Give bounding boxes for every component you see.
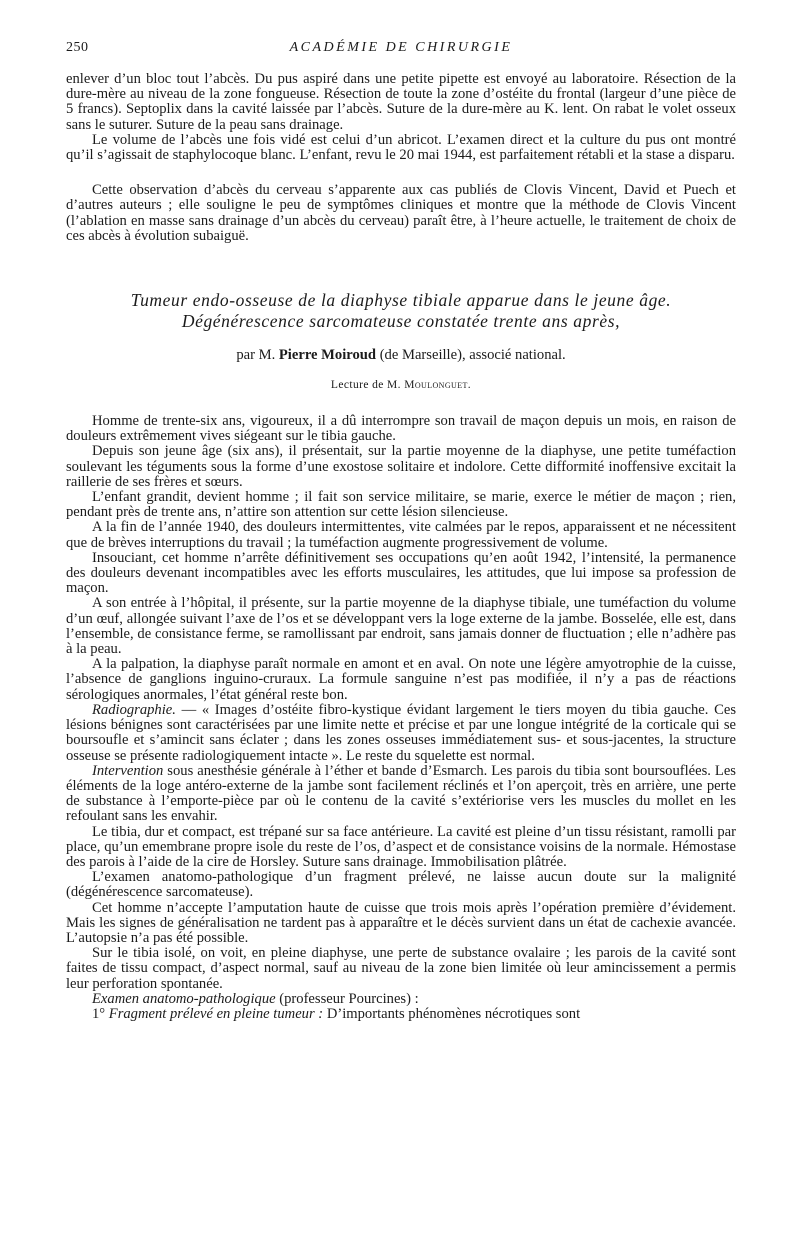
radiography-label: Radiographie. xyxy=(92,701,176,718)
reading-prefix: Lecture de M. xyxy=(330,379,401,392)
pathology-text: (professeur Pourcines) : xyxy=(275,990,419,1007)
conclusion-paragraph: Cette observation d’abcès du cerveau s’apparente aux cas publiés de Clovis Vincent, David et Puech et d’autres auteurs ; elle souligne le peu de symptômes cliniques et montre que la méthode de Clovis Vincent (l’ablation en masse sans drainage d’un abcès du cerveau) paraît être, à l’heure actuelle, le traitement de choix de ces abcès à évolution subaiguë. xyxy=(66,182,736,244)
article-title xyxy=(66,290,736,332)
page xyxy=(66,40,736,1022)
paragraph: Le tibia, dur et compact, est trépané sur sa face antérieure. La cavité est pleine d’un tissu résistant, ramolli par place, qu’un emembrane propre isole du reste de l’os, d’aspect et de consistance voisins de la normale. Hémostase des parois à l’aide de la cire de Horsley. Suture sans drainage. Immobilisation plâtrée. xyxy=(66,823,736,870)
paragraph: Homme de trente-six ans, vigoureux, il a dû interrompre son travail de maçon depuis un mois, en raison de douleurs extrêmement vives siégeant sur le tibia gauche. xyxy=(66,413,736,445)
journal-title: ACADÉMIE DE CHIRURGIE xyxy=(289,40,513,55)
fragment-number: 1° xyxy=(92,1005,106,1022)
intervention-paragraph xyxy=(66,764,736,825)
reader-name: Moulonguet. xyxy=(404,379,472,392)
spacer xyxy=(66,392,736,414)
byline-prefix: par M. xyxy=(236,347,276,364)
author-name: Pierre Moiroud xyxy=(278,347,377,364)
intervention-label: Intervention xyxy=(92,762,164,779)
radiography-paragraph xyxy=(66,703,736,764)
paragraph: Le volume de l’abcès une fois vidé est celui d’un abricot. L’examen direct et la culture du pus ont montré qu’il s’agissait de staphylocoque blanc. L’enfant, revu le 20 mai 1944, est parfaitement rétabli et la stase a disparu. xyxy=(66,131,736,164)
paragraph: A son entrée à l’hôpital, il présente, sur la partie moyenne de la diaphyse tibiale, une tuméfaction du volume d’un œuf, allongée suivant l’axe de l’os et se développant vers la loge externe de la jambe. Bosselée, elle est, dans l’ensemble, de consistance ferme, se ramollissant par endroit, sans jamais donner de fluctuation ; elle n’adhère pas à la peau. xyxy=(66,595,736,658)
paragraph: A la palpation, la diaphyse paraît normale en amont et en aval. On note une légère amyotrophie de la cuisse, l’absence de ganglions inguino-cruraux. La formule sanguine n’est pas modifiée, il n’y a pas de réactions sérologiques anormales, l’état général reste bon. xyxy=(66,656,736,703)
paragraph-gap xyxy=(66,163,736,183)
paragraph: A la fin de l’année 1940, des douleurs intermittentes, vite calmées par le repos, apparaissent et ne nécessitent que de brèves interruptions du travail ; la tuméfaction augmente progressivement de volume. xyxy=(66,519,736,551)
running-header xyxy=(66,40,736,60)
reading-note xyxy=(66,378,736,392)
paragraph-continued: enlever d’un bloc tout l’abcès. Du pus aspiré dans une petite pipette est envoyé au laboratoire. Résection de la dure-mère au niveau de la zone fongueuse. Résection de toute la zone d’ostéite du frontal (largeur d’une pièce de 5 francs). Septoplix dans la cavité laissée par l’abcès. Suture de la dure-mère au K. lent. On rabat le volet osseux sans le suturer. Suture de la peau sans drainage. xyxy=(66,71,736,133)
byline-suffix: (de Marseille), associé national. xyxy=(379,347,566,364)
paragraph: L’enfant grandit, devient homme ; il fait son service militaire, se marie, exerce le métier de maçon ; rien, pendant près de trente ans, n’attire son attention sur cette lésion silencieuse. xyxy=(66,489,736,521)
article-title-line-2: Dégénérescence sarcomateuse constatée trente ans après, xyxy=(181,311,621,332)
paragraph: Depuis son jeune âge (six ans), il présentait, sur la partie moyenne de la diaphyse, une petite tuméfaction soulevant les téguments sous la forme d’une exostose solitaire et indolore. Cette difformité inoffensive excitait la raillerie de ses frères et sœurs. xyxy=(66,443,736,490)
paragraph: L’examen anatomo-pathologique d’un fragment prélevé, ne laisse aucun doute sur la malignité (dégénérescence sarcomateuse). xyxy=(66,869,736,901)
page-number: 250 xyxy=(66,40,89,55)
paragraph: Insouciant, cet homme n’arrête définitivement ses occupations qu’en août 1942, l’intensité, la permanence des douleurs devenant incompatibles avec les efforts musculaires, les attitudes, que lui impose sa profession de maçon. xyxy=(66,549,736,597)
pathology-label: Examen anatomo-pathologique xyxy=(92,990,276,1007)
radiography-text: — « Images d’ostéite fibro-kystique évidant largement le tiers moyen du tibia gauche. Ces lésions bénignes sont caractérisées par une limite nette et précise et par une longue intégrité de la corticale qui se boursoufle et s’amincit sans éclater ; dans les zones osseuses immédiatement sus- et sous-jacentes, la structure osseuse se présente radiologiquement intacte ». Le reste du squelette est normal. xyxy=(66,701,736,764)
fragment-paragraph xyxy=(66,1007,736,1022)
intervention-text: sous anesthésie générale à l’éther et bande d’Esmarch. Les parois du tibia sont boursouflées. Les éléments de la loge antéro-externe de la jambe sont facilement réclinés et l’on aperçoit, très en arrière, une perte de substance à l’emporte-pièce par où le contenu de la cavité s’extériorise vers les muscles du mollet en les refoulant sans les envahir. xyxy=(66,762,736,825)
paragraph: Cet homme n’accepte l’amputation haute de cuisse que trois mois après l’opération première d’évidement. Mais les signes de généralisation ne tardent pas à apparaître et le décès survient dans un état de cachexie avancée. L’autopsie n’a pas été possible. xyxy=(66,899,736,946)
pathology-heading xyxy=(66,992,736,1007)
article-title-line-1: Tumeur endo-osseuse de la diaphyse tibiale apparue dans le jeune âge. xyxy=(130,290,672,311)
fragment-label: Fragment prélevé en pleine tumeur : xyxy=(105,1005,324,1022)
fragment-text: D’importants phénomènes nécrotiques sont xyxy=(323,1005,581,1022)
byline xyxy=(66,346,736,364)
paragraph: Sur le tibia isolé, on voit, en pleine diaphyse, une perte de substance ovalaire ; les parois de la cavité sont faites de tissu compact, d’aspect normal, sauf au niveau de la zone bien limitée où leur amincissement a permis leur perforation spontanée. xyxy=(66,945,736,992)
